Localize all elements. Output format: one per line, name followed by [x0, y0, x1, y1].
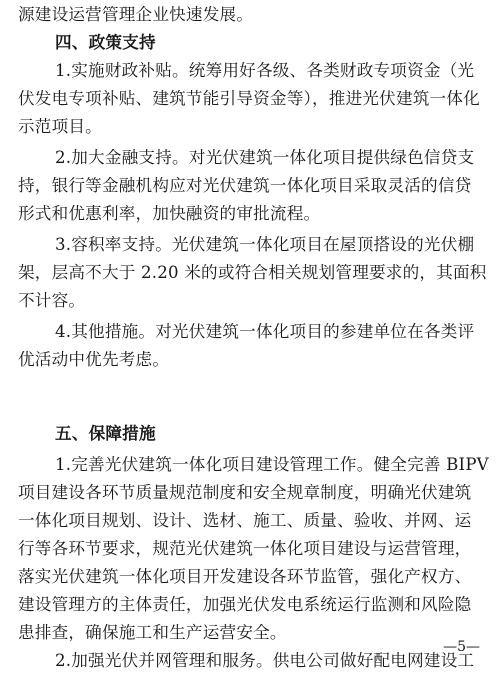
paragraph-line: 落实光伏建筑一体化项目开发建设各环节监管，强化产权方、 — [18, 567, 472, 586]
paragraph-line: 1.完善光伏建筑一体化项目建设管理工作。健全完善 BIPV — [55, 455, 489, 474]
paragraph-line: 2.加强光伏并网管理和服务。供电公司做好配电网建设工 — [55, 651, 475, 670]
section-heading: 四、政策支持 — [55, 33, 156, 52]
paragraph-line: 3.容积率支持。光伏建筑一体化项目在屋顶搭设的光伏棚 — [55, 235, 475, 254]
paragraph-line: 4.其他措施。对光伏建筑一体化项目的参建单位在各类评 — [55, 322, 475, 341]
paragraph-line: 1.实施财政补贴。统筹用好各级、各类财政专项资金（光 — [55, 61, 475, 80]
paragraph-line: 架，层高不大于 2.20 米的或符合相关规划管理要求的，其面积 — [18, 263, 487, 282]
paragraph-line: 2.加大金融支持。对光伏建筑一体化项目提供绿色信贷支 — [55, 148, 475, 167]
paragraph-line: 示范项目。 — [18, 117, 102, 136]
paragraph-line: 一体化项目规划、设计、选材、施工、质量、验收、并网、运 — [18, 511, 472, 530]
paragraph-line: 行等各环节要求，规范光伏建筑一体化项目建设与运营管理， — [18, 539, 472, 558]
section-heading: 五、保障措施 — [55, 424, 156, 443]
paragraph-line: 项目建设各环节质量规范制度和安全规章制度，明确光伏建筑 — [18, 483, 472, 502]
paragraph-line: 患排查，确保施工和生产运营安全。 — [18, 623, 287, 642]
paragraph-line: 源建设运营管理企业快速发展。 — [18, 5, 254, 24]
page-number: —5— — [443, 639, 480, 655]
paragraph-line: 优活动中优先考虑。 — [18, 350, 170, 369]
paragraph-line: 建设管理方的主体责任，加强光伏发电系统运行监测和风险隐 — [18, 595, 472, 614]
paragraph-line: 不计容。 — [18, 291, 86, 310]
paragraph-line: 形式和优惠利率，加快融资的审批流程。 — [18, 204, 321, 223]
paragraph-line: 伏发电专项补贴、建筑节能引导资金等），推进光伏建筑一体化 — [18, 89, 480, 108]
paragraph-line: 持，银行等金融机构应对光伏建筑一体化项目采取灵活的信贷 — [18, 176, 472, 195]
